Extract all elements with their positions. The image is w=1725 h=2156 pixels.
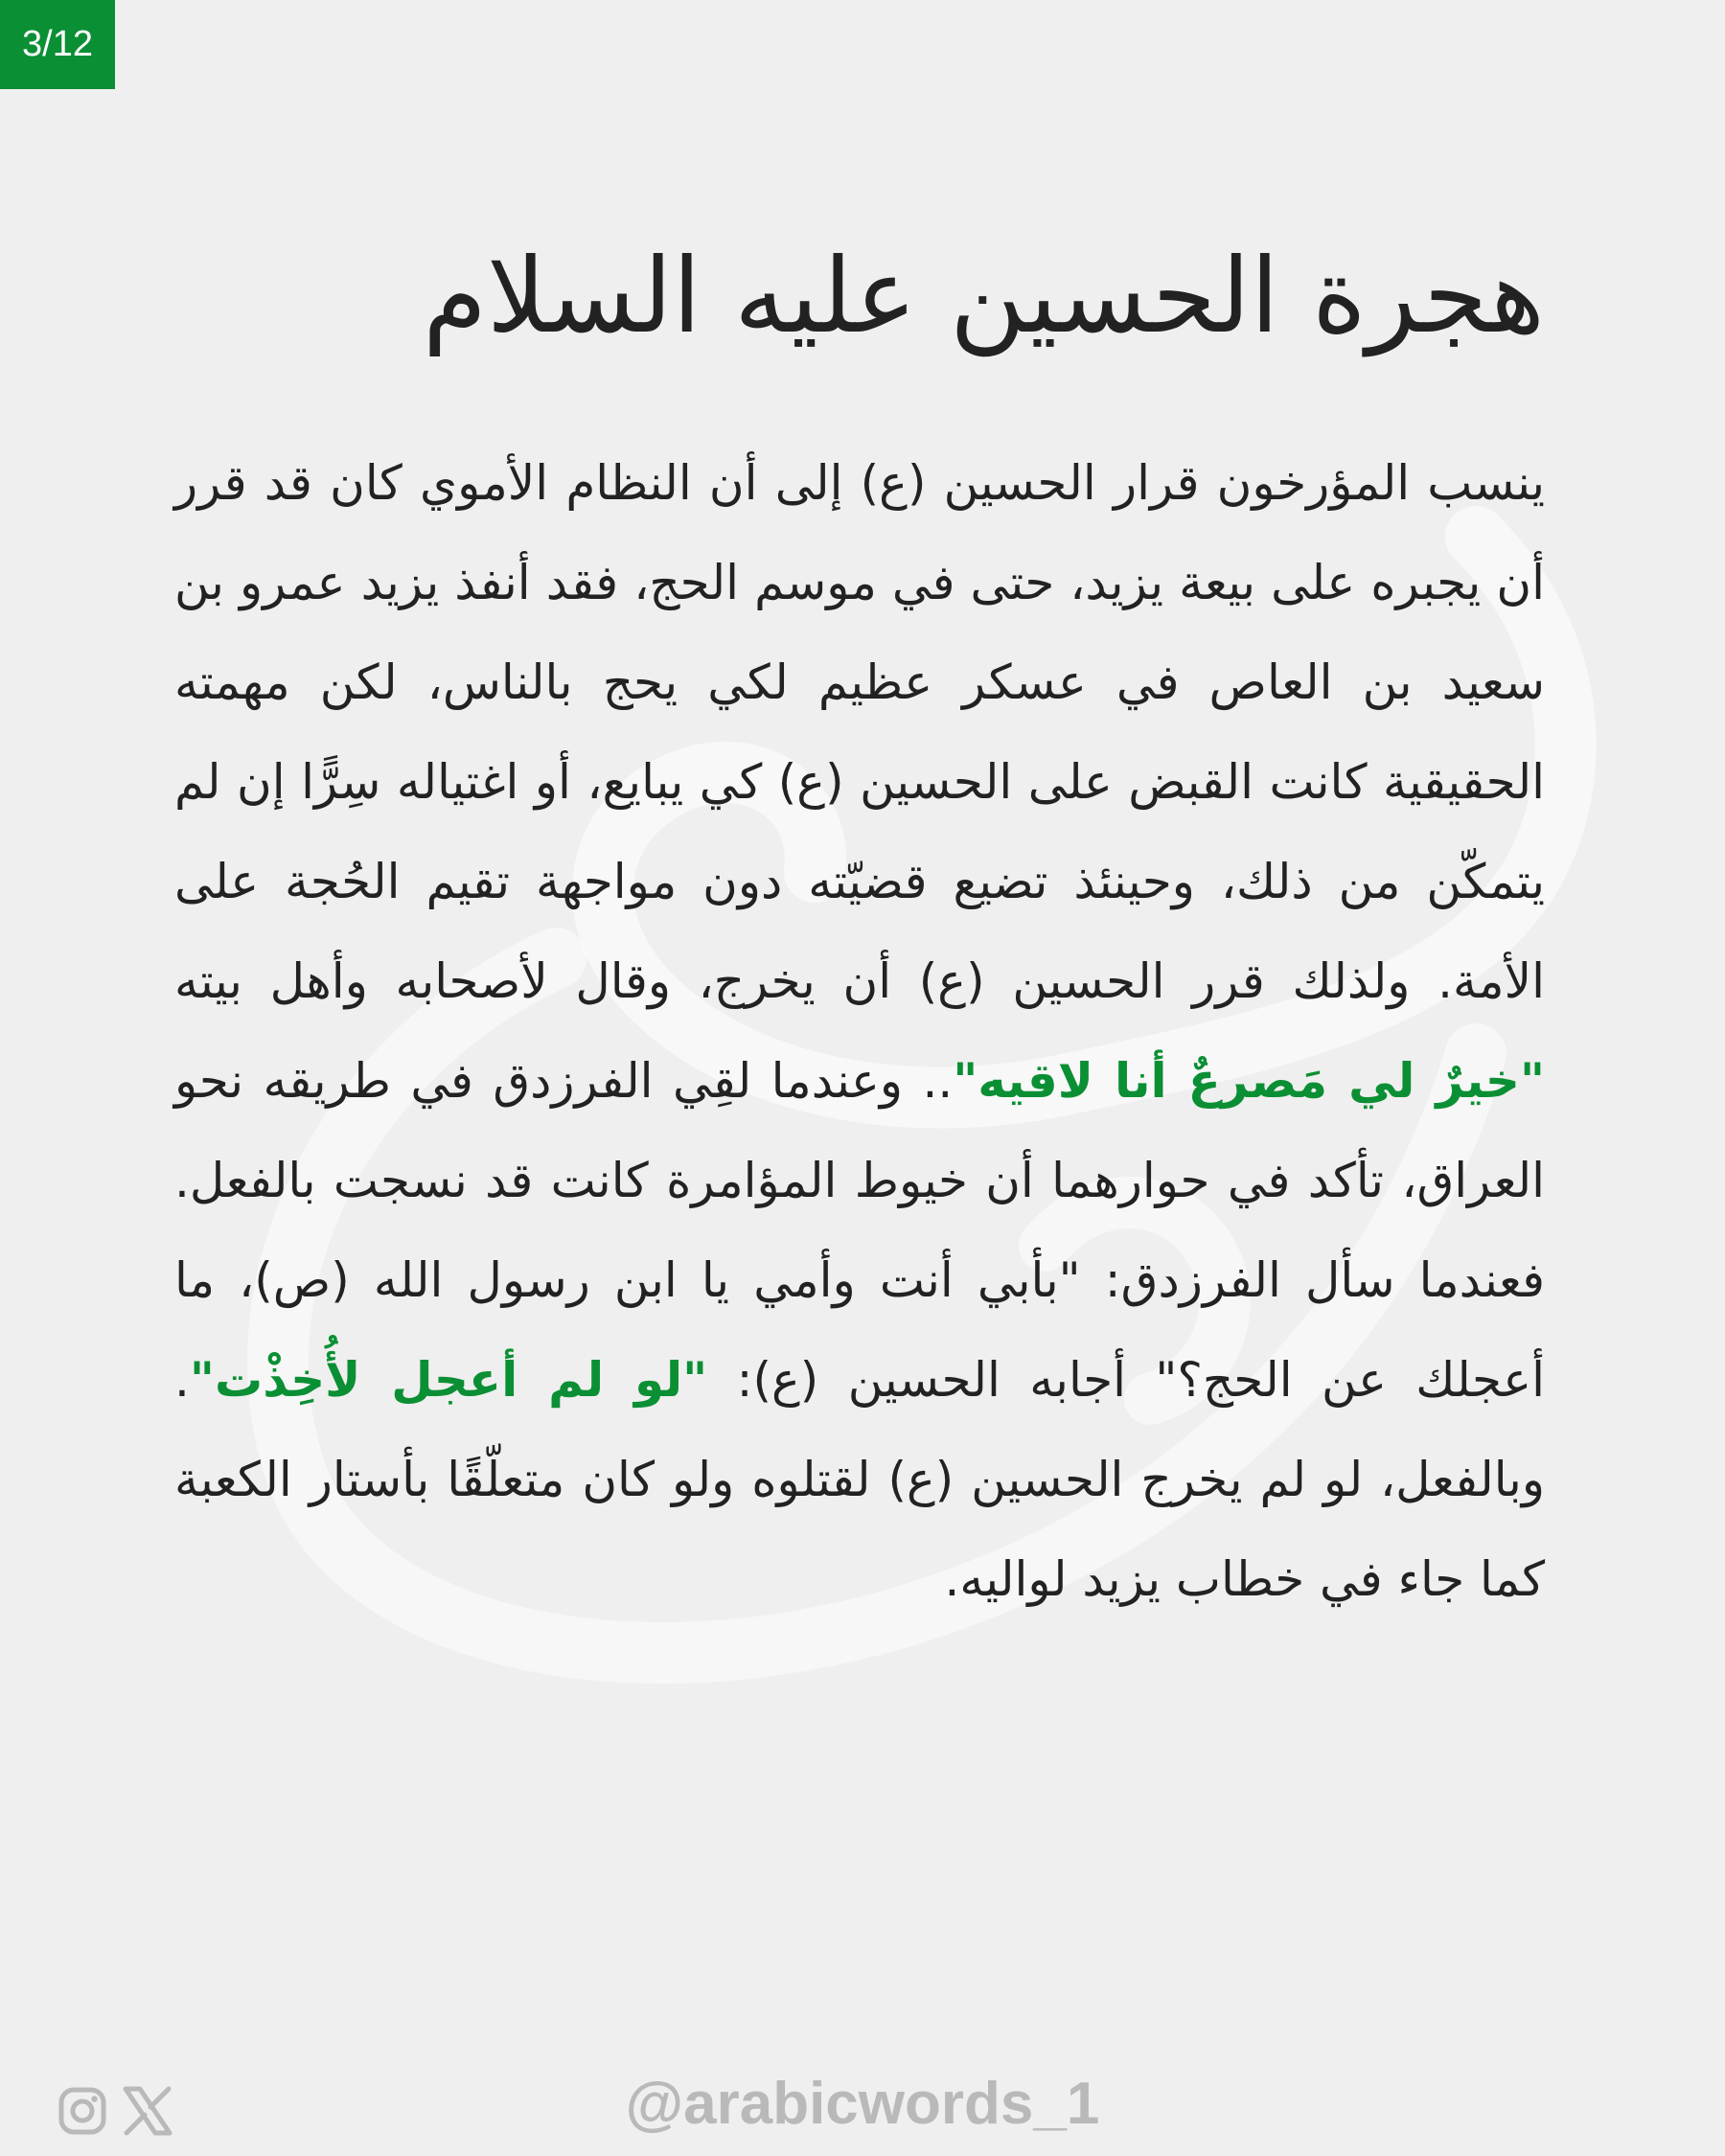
quote-highlight: "لو لم أعجل لأُخِذْت": [189, 1352, 708, 1408]
page-indicator: 3/12: [0, 0, 115, 89]
footer: [0, 1964, 1725, 2156]
body-text-segment: . وبالفعل، لو لم يخرج الحسين (ع) لقتلوه ولو كان متعلّقًا بأستار الكعبة كما جاء في خطاب يزيد لواليه.: [174, 1352, 1545, 1607]
quote-highlight: "خيرٌ لي مَصرعٌ أنا لاقيه": [953, 1053, 1545, 1109]
account-handle: @arabicwords_1: [625, 2071, 1100, 2137]
page-title: هجرة الحسين عليه السلام: [423, 237, 1545, 356]
body-paragraph: [174, 433, 1545, 1629]
body-text-segment: .. وعندما لقِي الفرزدق في طريقه نحو العراق، تأكد في حوارهما أن خيوط المؤامرة كانت قد نسجت بالفعل. فعندما سأل الفرزدق: "بأبي أنت وأمي يا ابن رسول الله (ص)، ما أعجلك عن الحج؟" أجابه الحسين (ع):: [174, 1053, 1545, 1408]
body-text-segment: ينسب المؤرخون قرار الحسين (ع) إلى أن النظام الأموي كان قد قرر أن يجبره على بيعة يزيد، حتى في موسم الحج، فقد أنفذ يزيد عمرو بن سعيد بن العاص في عسكر عظيم لكي يحج بالناس، لكن مهمته الحقيقية كانت القبض على الحسين (ع) كي يبايع، أو اغتياله سِرًّا إن لم يتمكّن من ذلك، وحينئذ تضيع قضيّته دون مواجهة تقيم الحُجة على الأمة. ولذلك قرر الحسين (ع) أن يخرج، وقال لأصحابه وأهل بيته: [174, 455, 1545, 1009]
